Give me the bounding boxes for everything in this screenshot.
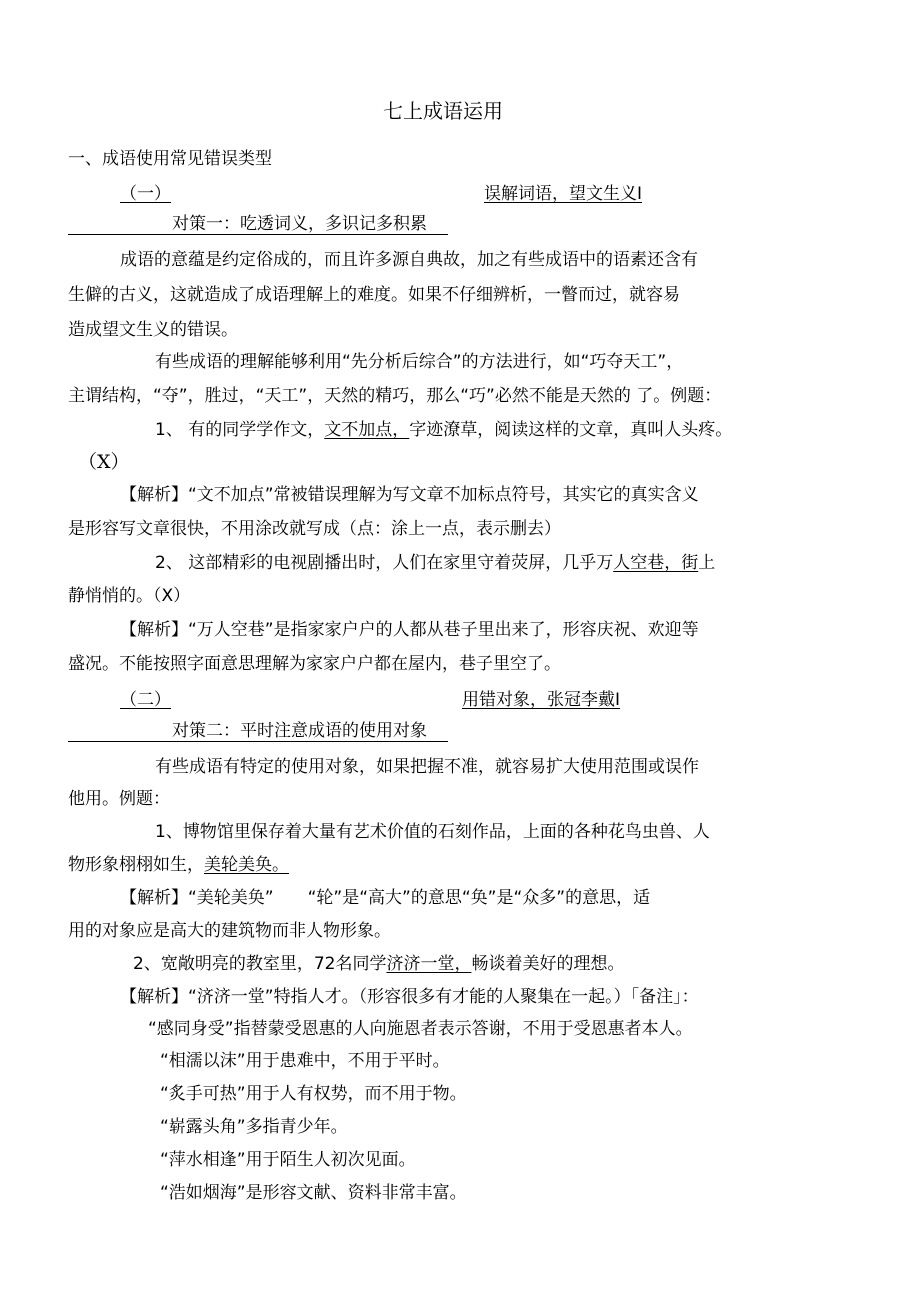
note-1: “感同身受”指替蒙受恩惠的人向施恩者表示答谢，不用于受恩惠者本人。 [148,1019,693,1039]
ex4-text-a: 2、宽敞明亮的教室里，72名同学 [133,954,387,974]
ex2-line2: 静悄悄的。（X） [68,586,191,606]
note-6: “浩如烟海”是形容文献、资料非常丰富。 [160,1183,467,1203]
ex4-line [133,952,624,976]
ex1-mark: （X） [78,451,130,473]
ex2-analysis-2: 盛况。不能按照字面意思理解为家家户户都在屋内，巷子里空了。 [68,654,561,674]
ex2-analysis-1: 【解析】“万人空巷”是指家家户户的人都从巷子里出来了，形容庆祝、欢迎等 [120,620,699,640]
ex3-analysis-2: 用的对象应是高大的建筑物而非人物形象。 [68,921,391,941]
ex4-idiom: 济济一堂， [386,954,472,974]
part2-label: （二） [120,690,171,710]
p3-line1: 有些成语有特定的使用对象，如果把握不准，就容易扩大使用范围或误作 [155,757,699,777]
p1-line1: 成语的意蕴是约定俗成的，而且许多源自典故，加之有些成语中的语素还含有 [120,250,698,270]
ex3-idiom: 美轮美奂。 [204,855,289,875]
p1-line2: 生僻的古义，这就造成了成语理解上的难度。如果不仔细辨析，一瞥而过，就容易 [68,285,680,305]
note-3: “炙手可热”用于人有权势，而不用于物。 [160,1084,467,1104]
part2-name: 用错对象，张冠李戴I [462,690,621,710]
ex3-line2 [68,853,289,877]
note-2: “相濡以沫”用于患难中，不用于平时。 [160,1051,450,1071]
ex2-line [155,551,715,575]
ex1-text-a: 1、 有的同学学作文， [155,420,325,440]
part1-name: 误解词语，望文生义I [484,184,643,204]
ex3-line1: 1、博物馆里保存着大量有艺术价值的石刻作品，上面的各种花鸟虫兽、人 [155,822,710,842]
strategy2: 对策二：平时注意成语的使用对象 [172,721,427,741]
part1-label: （一） [120,184,171,204]
p2-line2: 主谓结构，“夺”，胜过，“天工”，天然的精巧，那么“巧”必然不能是天然的 了。例题： [68,386,722,406]
ex1-analysis-1: 【解析】“文不加点”常被错误理解为写文章不加标点符号，其实它的真实含义 [120,485,699,505]
p2-line1: 有些成语的理解能够利用“先分析后综合”的方法进行，如“巧夺天工”， [155,352,684,372]
strategy1: 对策一：吃透词义，多识记多积累 [172,214,427,234]
ex2-text-b: 上 [698,553,716,573]
ex4-analysis: 【解析】“济济一堂”特指人才。（形容很多有才能的人聚集在一起。）「备注」： [120,987,699,1007]
ex2-idiom: 人空巷，街 [613,553,699,573]
ex1-line [155,418,732,442]
note-4: “崭露头角”多指青少年。 [160,1117,348,1137]
ex4-text-b: 畅谈着美好的理想。 [471,954,625,974]
note-5: “萍水相逢”用于陌生人初次见面。 [160,1150,416,1170]
ex3-analysis-1: 【解析】“美轮美奂” “轮”是“高大”的意思“奂”是“众多”的意思，适 [120,888,651,908]
p3-line2: 他用。例题： [68,789,170,809]
p1-line3: 造成望文生义的错误。 [68,320,238,340]
ex2-text-a: 2、 这部精彩的电视剧播出时，人们在家里守着荧屏，几乎万 [155,553,614,573]
section-heading: 一、成语使用常见错误类型 [68,149,272,169]
ex1-analysis-2: 是形容写文章很快，不用涂改就写成（点：涂上一点，表示删去） [68,519,561,539]
ex1-idiom: 文不加点， [324,420,410,440]
page-title: 七上成语运用 [383,99,503,123]
ex1-text-b: 字迹潦草，阅读这样的文章，真叫人头疼。 [409,420,733,440]
ex3-text-b: 物形象栩栩如生， [68,855,204,875]
